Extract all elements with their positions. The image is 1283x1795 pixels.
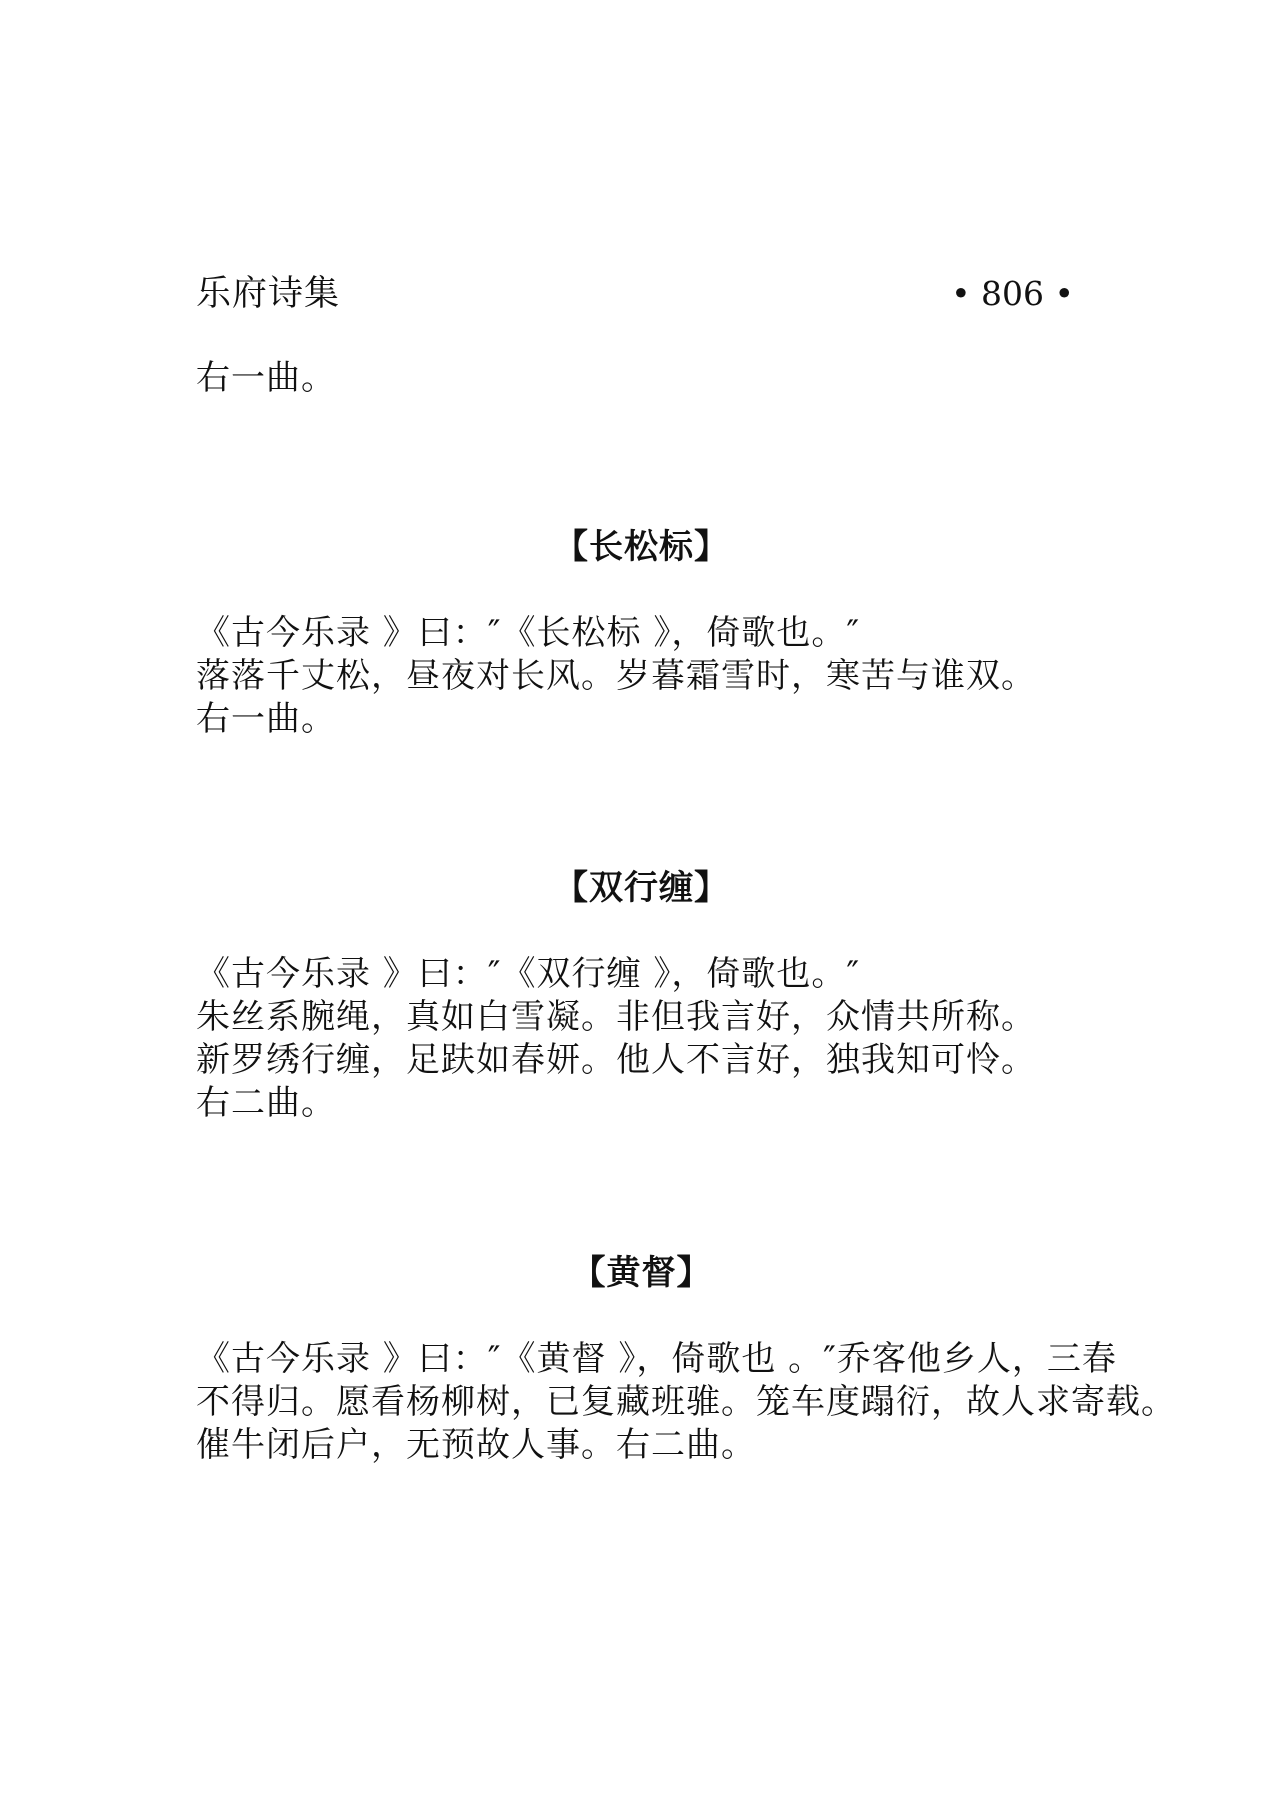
section-title: 【双行缠】: [554, 868, 729, 908]
page-number: • 806 •: [951, 274, 1074, 313]
section-line: 右二曲。: [196, 1083, 336, 1123]
section-line: 新罗绣行缠，足趺如春妍。他人不言好，独我知可怜。: [196, 1040, 1036, 1080]
section-line: 催牛闭后户，无预故人事。右二曲。: [196, 1425, 756, 1465]
intro-line: 右一曲。: [196, 358, 336, 398]
section-line: 朱丝系腕绳，真如白雪凝。非但我言好，众情共所称。: [196, 997, 1036, 1037]
section-line: 《古今乐录 》曰：″《长松标 》，倚歌也。″: [196, 613, 861, 653]
section-title: 【黄督】: [571, 1253, 712, 1293]
section-title: 【长松标】: [554, 527, 729, 567]
section-line: 落落千丈松，昼夜对长风。岁暮霜雪时，寒苦与谁双。: [196, 656, 1036, 696]
section-line: 《古今乐录 》曰：″《双行缠 》，倚歌也。″: [196, 954, 861, 994]
section-line: 不得归。愿看杨柳树，已复藏班骓。笼车度蹋衍，故人求寄载。: [196, 1382, 1176, 1422]
section-line: 右一曲。: [196, 699, 336, 739]
section-line: 《古今乐录 》曰：″《黄督 》，倚歌也 。″乔客他乡人，三春: [196, 1339, 1117, 1379]
book-title: 乐府诗集: [196, 274, 341, 314]
